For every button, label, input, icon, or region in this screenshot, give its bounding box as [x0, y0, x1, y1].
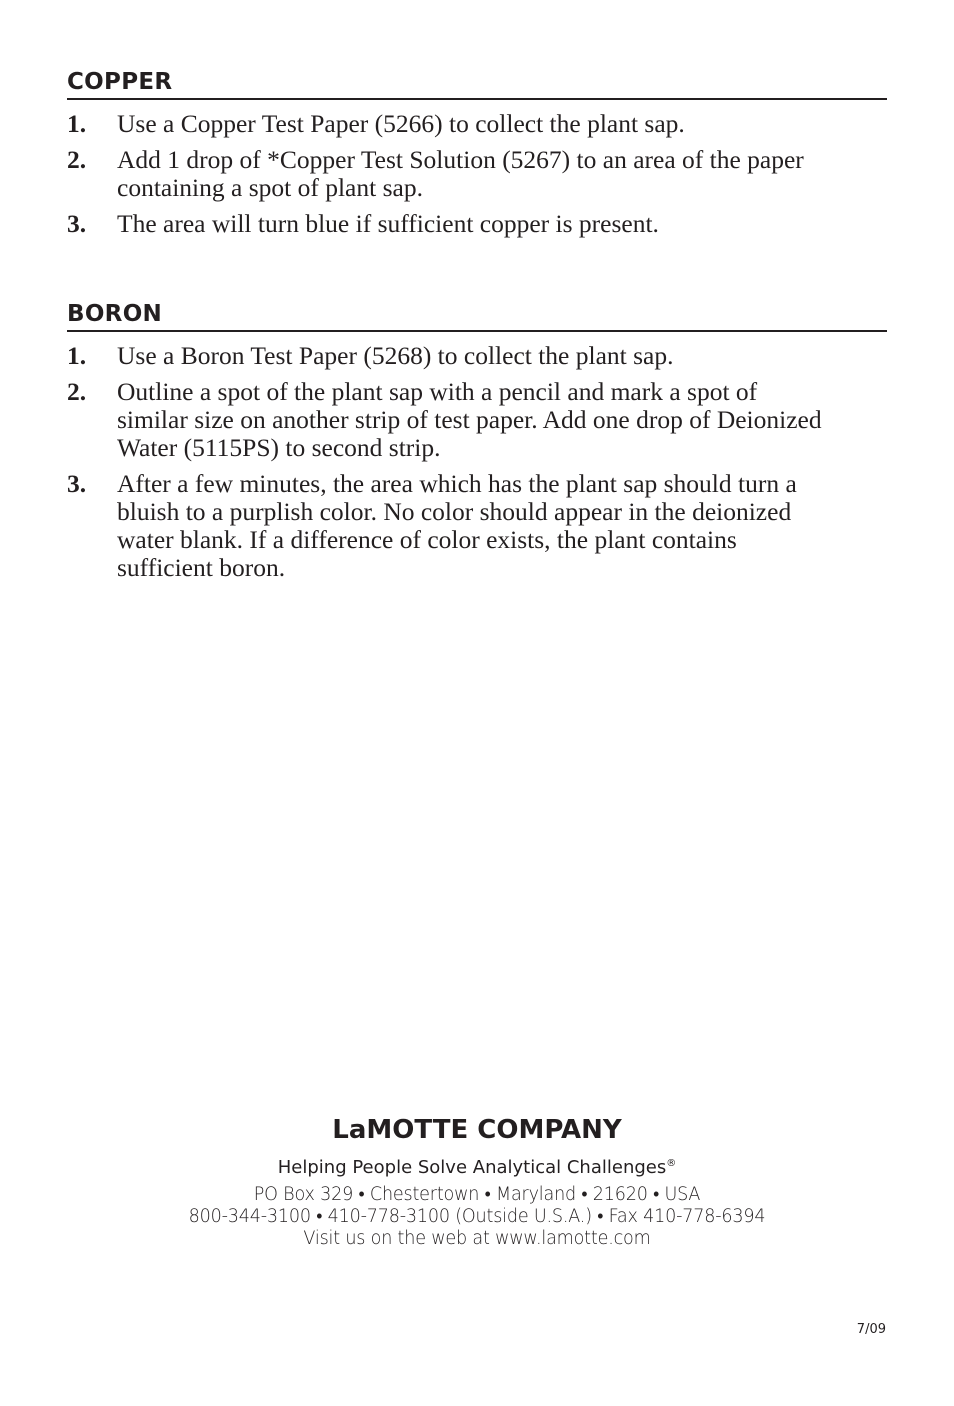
copper-heading: COPPER	[67, 68, 887, 100]
step-number: 3.	[67, 469, 87, 498]
company-name: LaMOTTE COMPANY	[332, 1115, 622, 1145]
step-text-line: containing a spot of plant sap.	[117, 173, 423, 202]
contact-block	[24, 1184, 930, 1250]
step-number: 1.	[67, 341, 87, 370]
step-text-line: Use a Copper Test Paper (5266) to collect the plant sap.	[117, 109, 685, 138]
step-number: 1.	[67, 109, 87, 138]
phone-numbers: 800-344-3100 • 410-778-3100 (Outside U.S.A.) • Fax 410-778-6394	[188, 1206, 766, 1227]
step-item	[67, 110, 887, 138]
step-number: 3.	[67, 209, 87, 238]
boron-heading: BORON	[67, 300, 887, 332]
revision-date: 7/09	[856, 1322, 886, 1337]
website: Visit us on the web at www.lamotte.com	[303, 1228, 651, 1249]
step-text-line: sufficient boron.	[117, 553, 286, 582]
copper-section	[67, 68, 887, 238]
boron-steps	[67, 342, 887, 582]
step-text-line: After a few minutes, the area which has the plant sap should turn a	[117, 469, 797, 498]
registered-mark: ®	[666, 1158, 677, 1169]
step-item	[67, 342, 887, 370]
step-item	[67, 378, 887, 462]
step-item	[67, 146, 887, 202]
step-text-line: Water (5115PS) to second strip.	[117, 433, 441, 462]
step-text-line: Use a Boron Test Paper (5268) to collect the plant sap.	[117, 341, 674, 370]
step-item	[67, 210, 887, 238]
step-text-line: Outline a spot of the plant sap with a pencil and mark a spot of	[117, 377, 758, 406]
step-text-line: Add 1 drop of *Copper Test Solution (5267) to an area of the paper	[117, 145, 804, 174]
copper-steps	[67, 110, 887, 238]
step-number: 2.	[67, 377, 87, 406]
step-text-line: The area will turn blue if sufficient copper is present.	[117, 209, 659, 238]
tagline	[0, 1152, 954, 1180]
boron-section	[67, 300, 887, 582]
step-text-line: bluish to a purplish color. No color should appear in the deionized	[117, 497, 792, 526]
step-number: 2.	[67, 145, 87, 174]
address: PO Box 329 • Chestertown • Maryland • 21620 • USA	[253, 1184, 701, 1205]
step-text-line: similar size on another strip of test paper. Add one drop of Deionized	[117, 405, 822, 434]
tagline-text: Helping People Solve Analytical Challenges	[277, 1157, 667, 1178]
step-text-line: water blank. If a difference of color exists, the plant contains	[117, 525, 737, 554]
step-item	[67, 470, 887, 582]
